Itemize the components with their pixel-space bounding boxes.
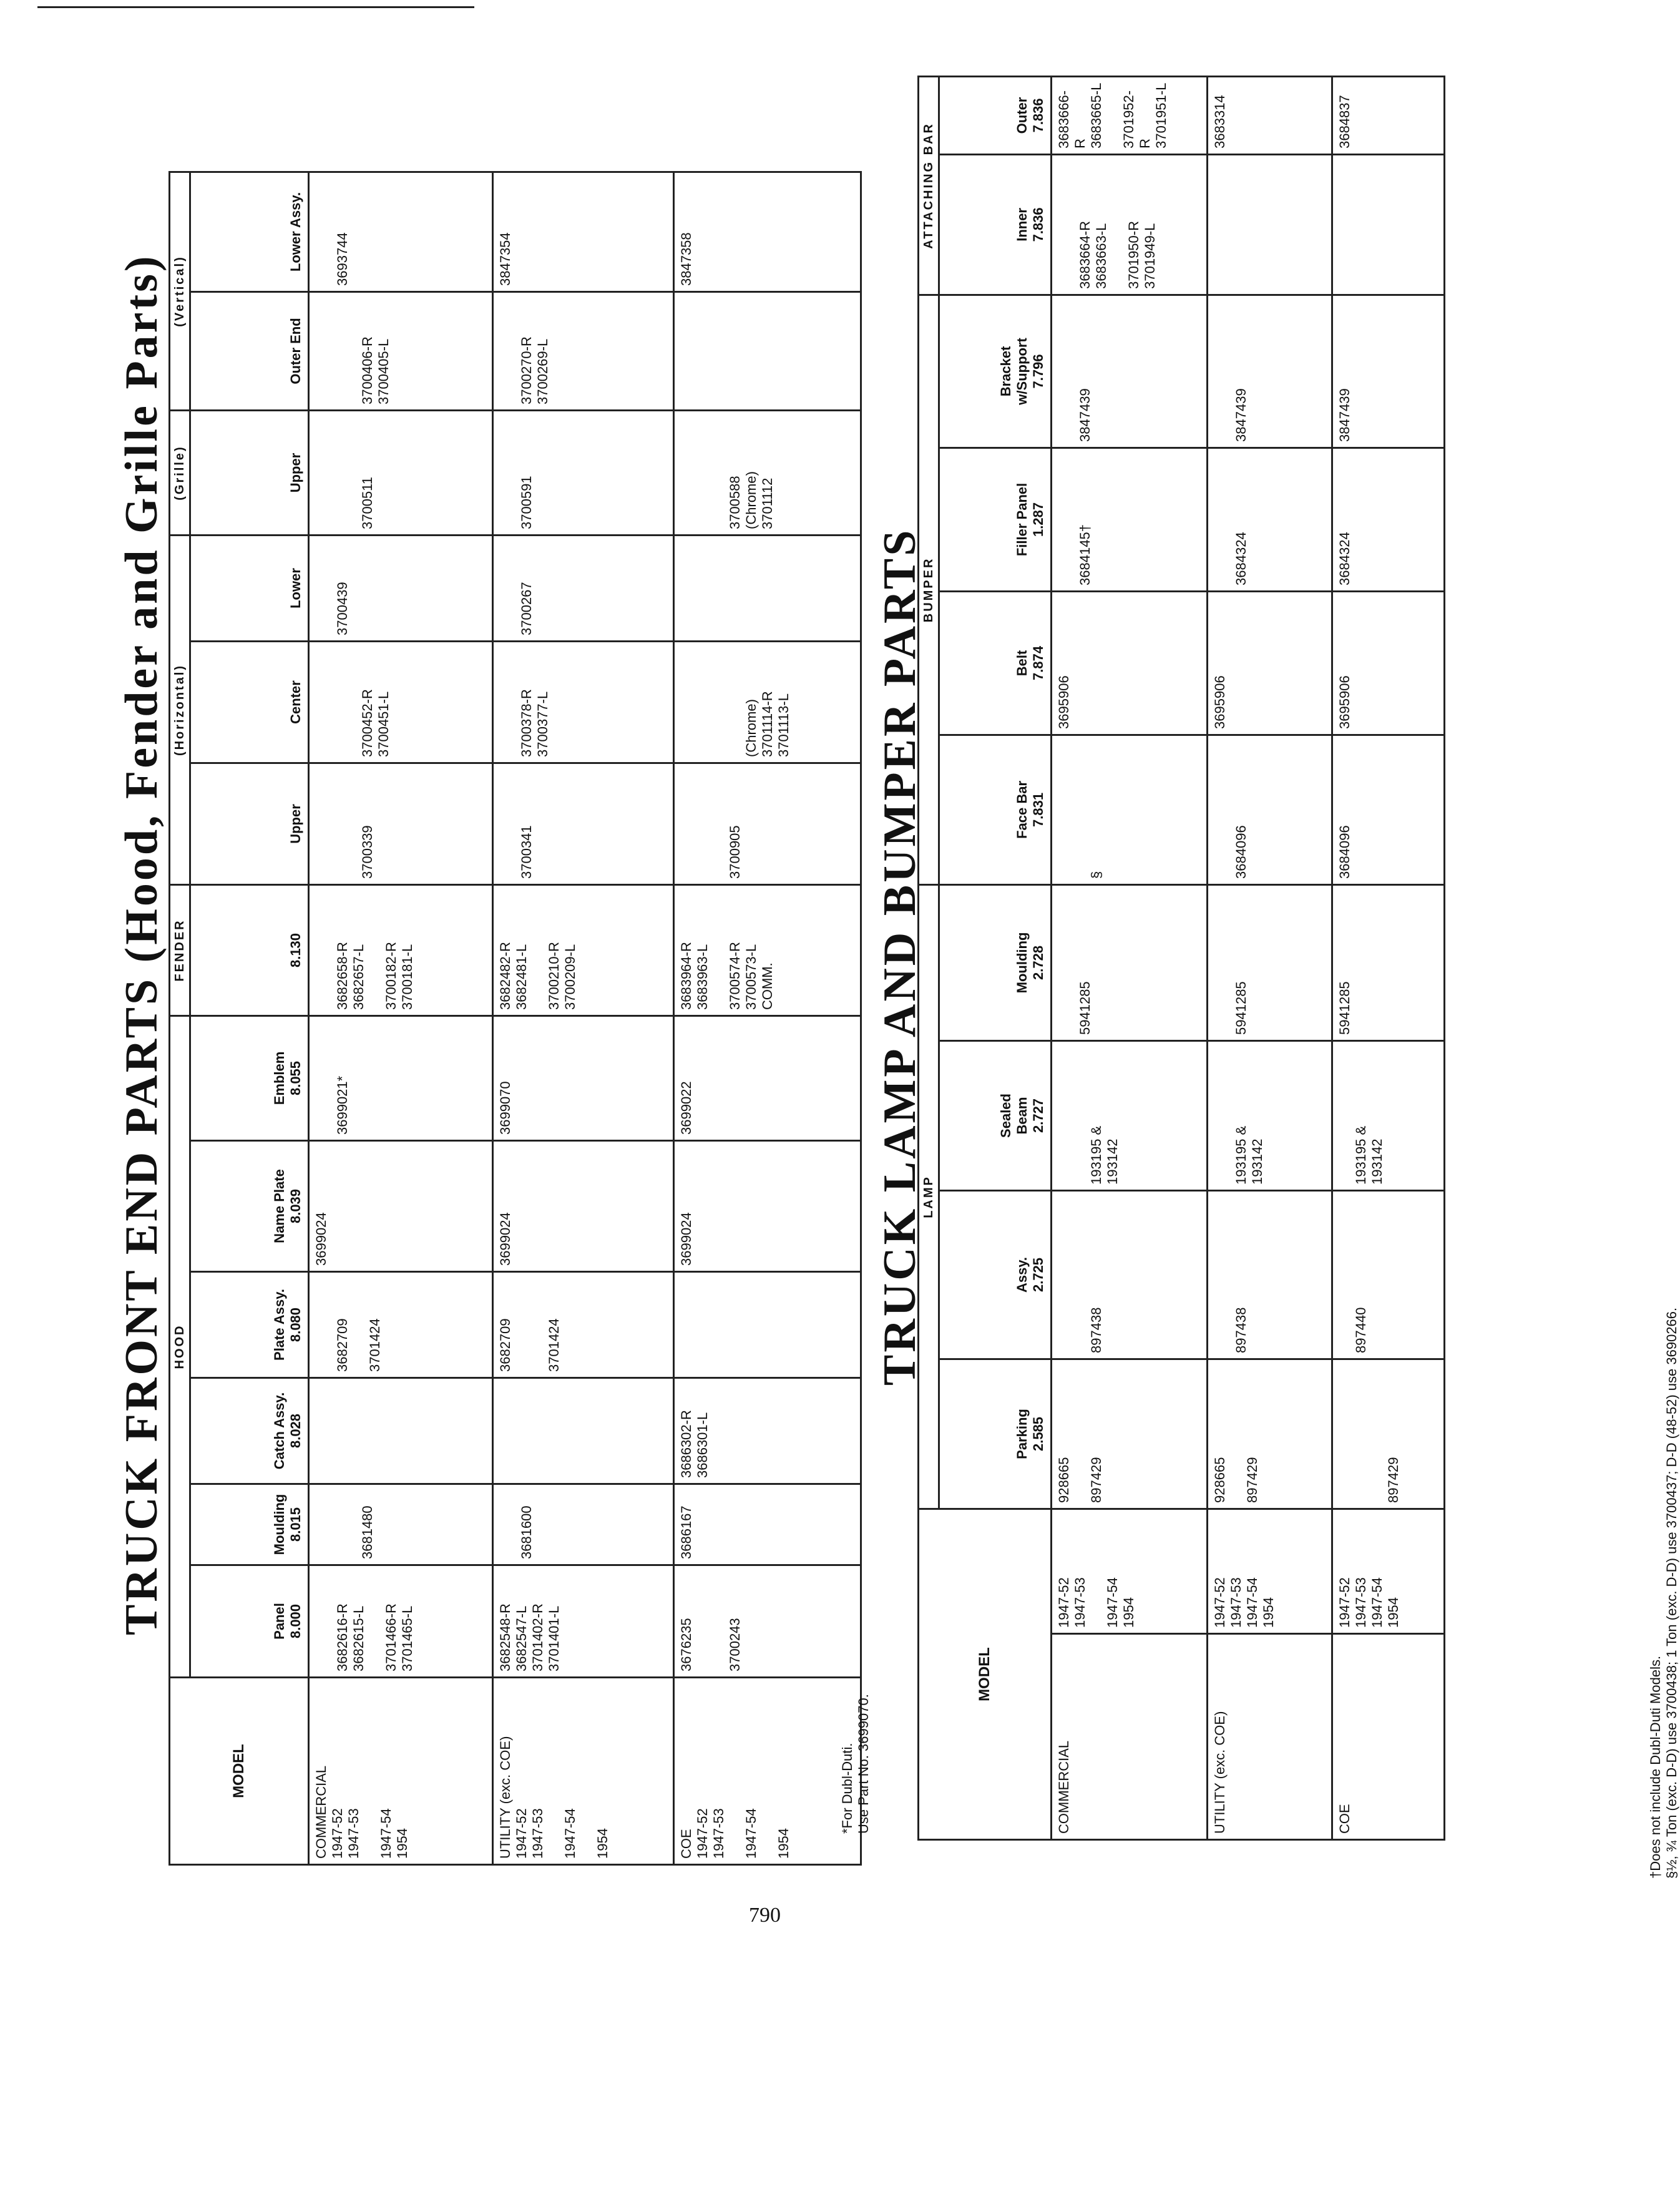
front-end-footnote: *For Dubl-Duti. Use Part No. 3699070. xyxy=(839,1694,871,1834)
moulding-cell: 3686167 xyxy=(674,1484,861,1565)
lamp-moulding-cell: 5941285 xyxy=(1052,884,1208,1040)
model-cell: UTILITY (exc. COE) xyxy=(1208,1634,1332,1840)
bracket-cell: 3847439 xyxy=(1332,295,1445,448)
outer-header: Outer 7.836 xyxy=(939,76,1052,154)
sealed-beam-cell: 193195 & 193142 xyxy=(1052,1040,1208,1190)
table-row xyxy=(493,172,674,1864)
panel-cell: 3676235 3700243 xyxy=(674,1565,861,1678)
horizontal-center-header: Center xyxy=(190,642,309,763)
model-cell: COMMERCIAL xyxy=(1052,1634,1208,1840)
name-plate-cell: 3699024 xyxy=(674,1141,861,1272)
plate-cell xyxy=(674,1272,861,1378)
grille-group-header: (Grille) xyxy=(170,411,190,536)
lower-assy-header: Lower Assy. xyxy=(190,172,309,291)
name-plate-cell: 3699024 xyxy=(309,1141,493,1272)
grille-lower-cell xyxy=(674,536,861,642)
bracket-header: Bracket w/Support 7.796 xyxy=(939,295,1052,448)
bracket-cell: 3847439 xyxy=(1052,295,1208,448)
lamp-bumper-title: TRUCK LAMP AND BUMPER PARTS xyxy=(874,527,925,1386)
model-header: MODEL xyxy=(170,1678,309,1865)
lamp-group-header: LAMP xyxy=(919,884,939,1509)
lamp-assy-cell: 897440 xyxy=(1332,1190,1445,1359)
fender-cell: 3682658-R 3682657-L 3700182-R 3700181-L xyxy=(309,885,493,1016)
horizontal-group-header: (Horizontal) xyxy=(170,536,190,885)
parking-cell: 897429 xyxy=(1332,1359,1445,1509)
fender-cell: 3682482-R 3682481-L 3700210-R 3700209-L xyxy=(493,885,674,1016)
grille-lower-header: Lower xyxy=(190,536,309,642)
panel-header: Panel 8.000 xyxy=(190,1565,309,1678)
front-end-title: TRUCK FRONT END PARTS (Hood, Fender and Grille Parts) xyxy=(116,253,167,1635)
table-row xyxy=(674,172,861,1864)
table-row xyxy=(309,172,493,1864)
outer-cell: 3683666-R 3683665-L 3701952-R 3701951-L xyxy=(1052,76,1208,154)
moulding-cell: 3681600 xyxy=(493,1484,674,1565)
bumper-group-header: BUMPER xyxy=(919,295,939,884)
outer-cell: 3683314 xyxy=(1208,76,1332,154)
parking-header: Parking 2.585 xyxy=(939,1359,1052,1509)
model-cell: UTILITY (exc. COE) 1947-52 1947-53 1947-54 1954 xyxy=(493,1678,674,1865)
years-cell: 1947-52 1947-53 1947-54 1954 xyxy=(1052,1509,1208,1633)
table-row xyxy=(1052,76,1208,1839)
bracket-cell: 3847439 xyxy=(1208,295,1332,448)
page-number: 790 xyxy=(749,1904,781,1927)
filler-panel-cell: 3684324 xyxy=(1332,448,1445,591)
catch-assy-header: Catch Assy. 8.028 xyxy=(190,1378,309,1484)
name-plate-header: Name Plate 8.039 xyxy=(190,1141,309,1272)
grille-lower-cell: 3700267 xyxy=(493,536,674,642)
plate-assy-header: Plate Assy. 8.080 xyxy=(190,1272,309,1378)
attaching-bar-group-header: ATTACHING BAR xyxy=(919,76,939,295)
horizontal-upper-cell: 3700341 xyxy=(493,763,674,885)
parking-cell: 928665 897429 xyxy=(1208,1359,1332,1509)
emblem-cell: 3699070 xyxy=(493,1016,674,1141)
grille-lower-cell: 3700439 xyxy=(309,536,493,642)
outer-end-cell: 3700406-R 3700405-L xyxy=(309,292,493,411)
moulding-cell: 3681480 xyxy=(309,1484,493,1565)
catch-cell: 3686302-R 3686301-L xyxy=(674,1378,861,1484)
face-bar-cell: § xyxy=(1052,735,1208,884)
outer-end-header: Outer End xyxy=(190,292,309,411)
horizontal-upper-header: Upper xyxy=(190,763,309,885)
panel-cell: 3682616-R 3682615-L 3701466-R 3701465-L xyxy=(309,1565,493,1678)
model-cell: COE 1947-52 1947-53 1947-54 1954 xyxy=(674,1678,861,1865)
inner-cell: 3683664-R 3683663-L 3701950-R 3701949-L xyxy=(1052,154,1208,295)
emblem-cell: 3699022 xyxy=(674,1016,861,1141)
grille-upper-header: Upper xyxy=(190,411,309,536)
lower-assy-cell: 3847354 xyxy=(493,172,674,291)
belt-cell: 3695906 xyxy=(1332,591,1445,735)
front-end-parts-table xyxy=(168,171,862,1866)
belt-cell: 3695906 xyxy=(1208,591,1332,735)
model-cell: COMMERCIAL 1947-52 1947-53 1947-54 1954 xyxy=(309,1678,493,1865)
inner-header: Inner 7.836 xyxy=(939,154,1052,295)
name-plate-cell: 3699024 xyxy=(493,1141,674,1272)
plate-cell: 3682709 3701424 xyxy=(493,1272,674,1378)
fender-group-header: FENDER xyxy=(170,885,190,1016)
model-cell: COE xyxy=(1332,1634,1445,1840)
lower-assy-cell: 3847358 xyxy=(674,172,861,291)
parking-cell: 928665 897429 xyxy=(1052,1359,1208,1509)
horizontal-upper-cell: 3700905 xyxy=(674,763,861,885)
lamp-moulding-cell: 5941285 xyxy=(1208,884,1332,1040)
years-cell: 1947-52 1947-53 1947-54 1954 xyxy=(1208,1509,1332,1633)
emblem-header: Emblem 8.055 xyxy=(190,1016,309,1141)
horizontal-center-cell: 3700452-R 3700451-L xyxy=(309,642,493,763)
horizontal-center-cell: (Chrome) 3701114-R 3701113-L xyxy=(674,642,861,763)
lamp-assy-cell: 897438 xyxy=(1052,1190,1208,1359)
lamp-moulding-cell: 5941285 xyxy=(1332,884,1445,1040)
lamp-assy-cell: 897438 xyxy=(1208,1190,1332,1359)
belt-cell: 3695906 xyxy=(1052,591,1208,735)
sealed-beam-cell: 193195 & 193142 xyxy=(1332,1040,1445,1190)
face-bar-cell: 3684096 xyxy=(1332,735,1445,884)
face-bar-header: Face Bar 7.831 xyxy=(939,735,1052,884)
fender-header: 8.130 xyxy=(190,885,309,1016)
fender-cell: 3683964-R 3683963-L 3700574-R 3700573-L COMM. xyxy=(674,885,861,1016)
panel-cell: 3682548-R 3682547-L 3701402-R 3701401-L xyxy=(493,1565,674,1678)
filler-panel-cell: 3684324 xyxy=(1208,448,1332,591)
grille-upper-cell: 3700511 xyxy=(309,411,493,536)
grille-upper-cell: 3700591 xyxy=(493,411,674,536)
table-row xyxy=(1332,76,1445,1839)
vertical-group-header: (Vertical) xyxy=(170,172,190,410)
filler-panel-header: Filler Panel 1.287 xyxy=(939,448,1052,591)
model-header: MODEL xyxy=(919,1509,1052,1839)
inner-cell xyxy=(1208,154,1332,295)
outer-end-cell xyxy=(674,292,861,411)
grille-upper-cell: 3700588 (Chrome) 3701112 xyxy=(674,411,861,536)
hood-group-header: HOOD xyxy=(170,1016,190,1678)
lamp-assy-header: Assy. 2.725 xyxy=(939,1190,1052,1359)
filler-panel-cell: 3684145† xyxy=(1052,448,1208,591)
moulding-header: Moulding 8.015 xyxy=(190,1484,309,1565)
years-cell: 1947-52 1947-53 1947-54 1954 xyxy=(1332,1509,1445,1633)
face-bar-cell: 3684096 xyxy=(1208,735,1332,884)
plate-cell: 3682709 3701424 xyxy=(309,1272,493,1378)
horizontal-upper-cell: 3700339 xyxy=(309,763,493,885)
sealed-beam-cell: 193195 & 193142 xyxy=(1208,1040,1332,1190)
lamp-moulding-header: Moulding 2.728 xyxy=(939,884,1052,1040)
outer-cell: 3684837 xyxy=(1332,76,1445,154)
catch-cell xyxy=(309,1378,493,1484)
emblem-cell: 3699021* xyxy=(309,1016,493,1141)
horizontal-center-cell: 3700378-R 3700377-L xyxy=(493,642,674,763)
belt-header: Belt 7.874 xyxy=(939,591,1052,735)
lamp-bumper-parts-table xyxy=(917,76,1445,1841)
table-row xyxy=(1208,76,1332,1839)
catch-cell xyxy=(493,1378,674,1484)
lamp-bumper-footnotes: †Does not include Dubl-Duti Models. §½, ¾ Ton (exc. D-D) use 3700438; 1 Ton (exc. D-D) use 3700437; D-D (48-52) use 3690266. xyxy=(1648,1307,1679,1879)
sealed-beam-header: Sealed Beam 2.727 xyxy=(939,1040,1052,1190)
lower-assy-cell: 3693744 xyxy=(309,172,493,291)
outer-end-cell: 3700270-R 3700269-L xyxy=(493,292,674,411)
inner-cell xyxy=(1332,154,1445,295)
